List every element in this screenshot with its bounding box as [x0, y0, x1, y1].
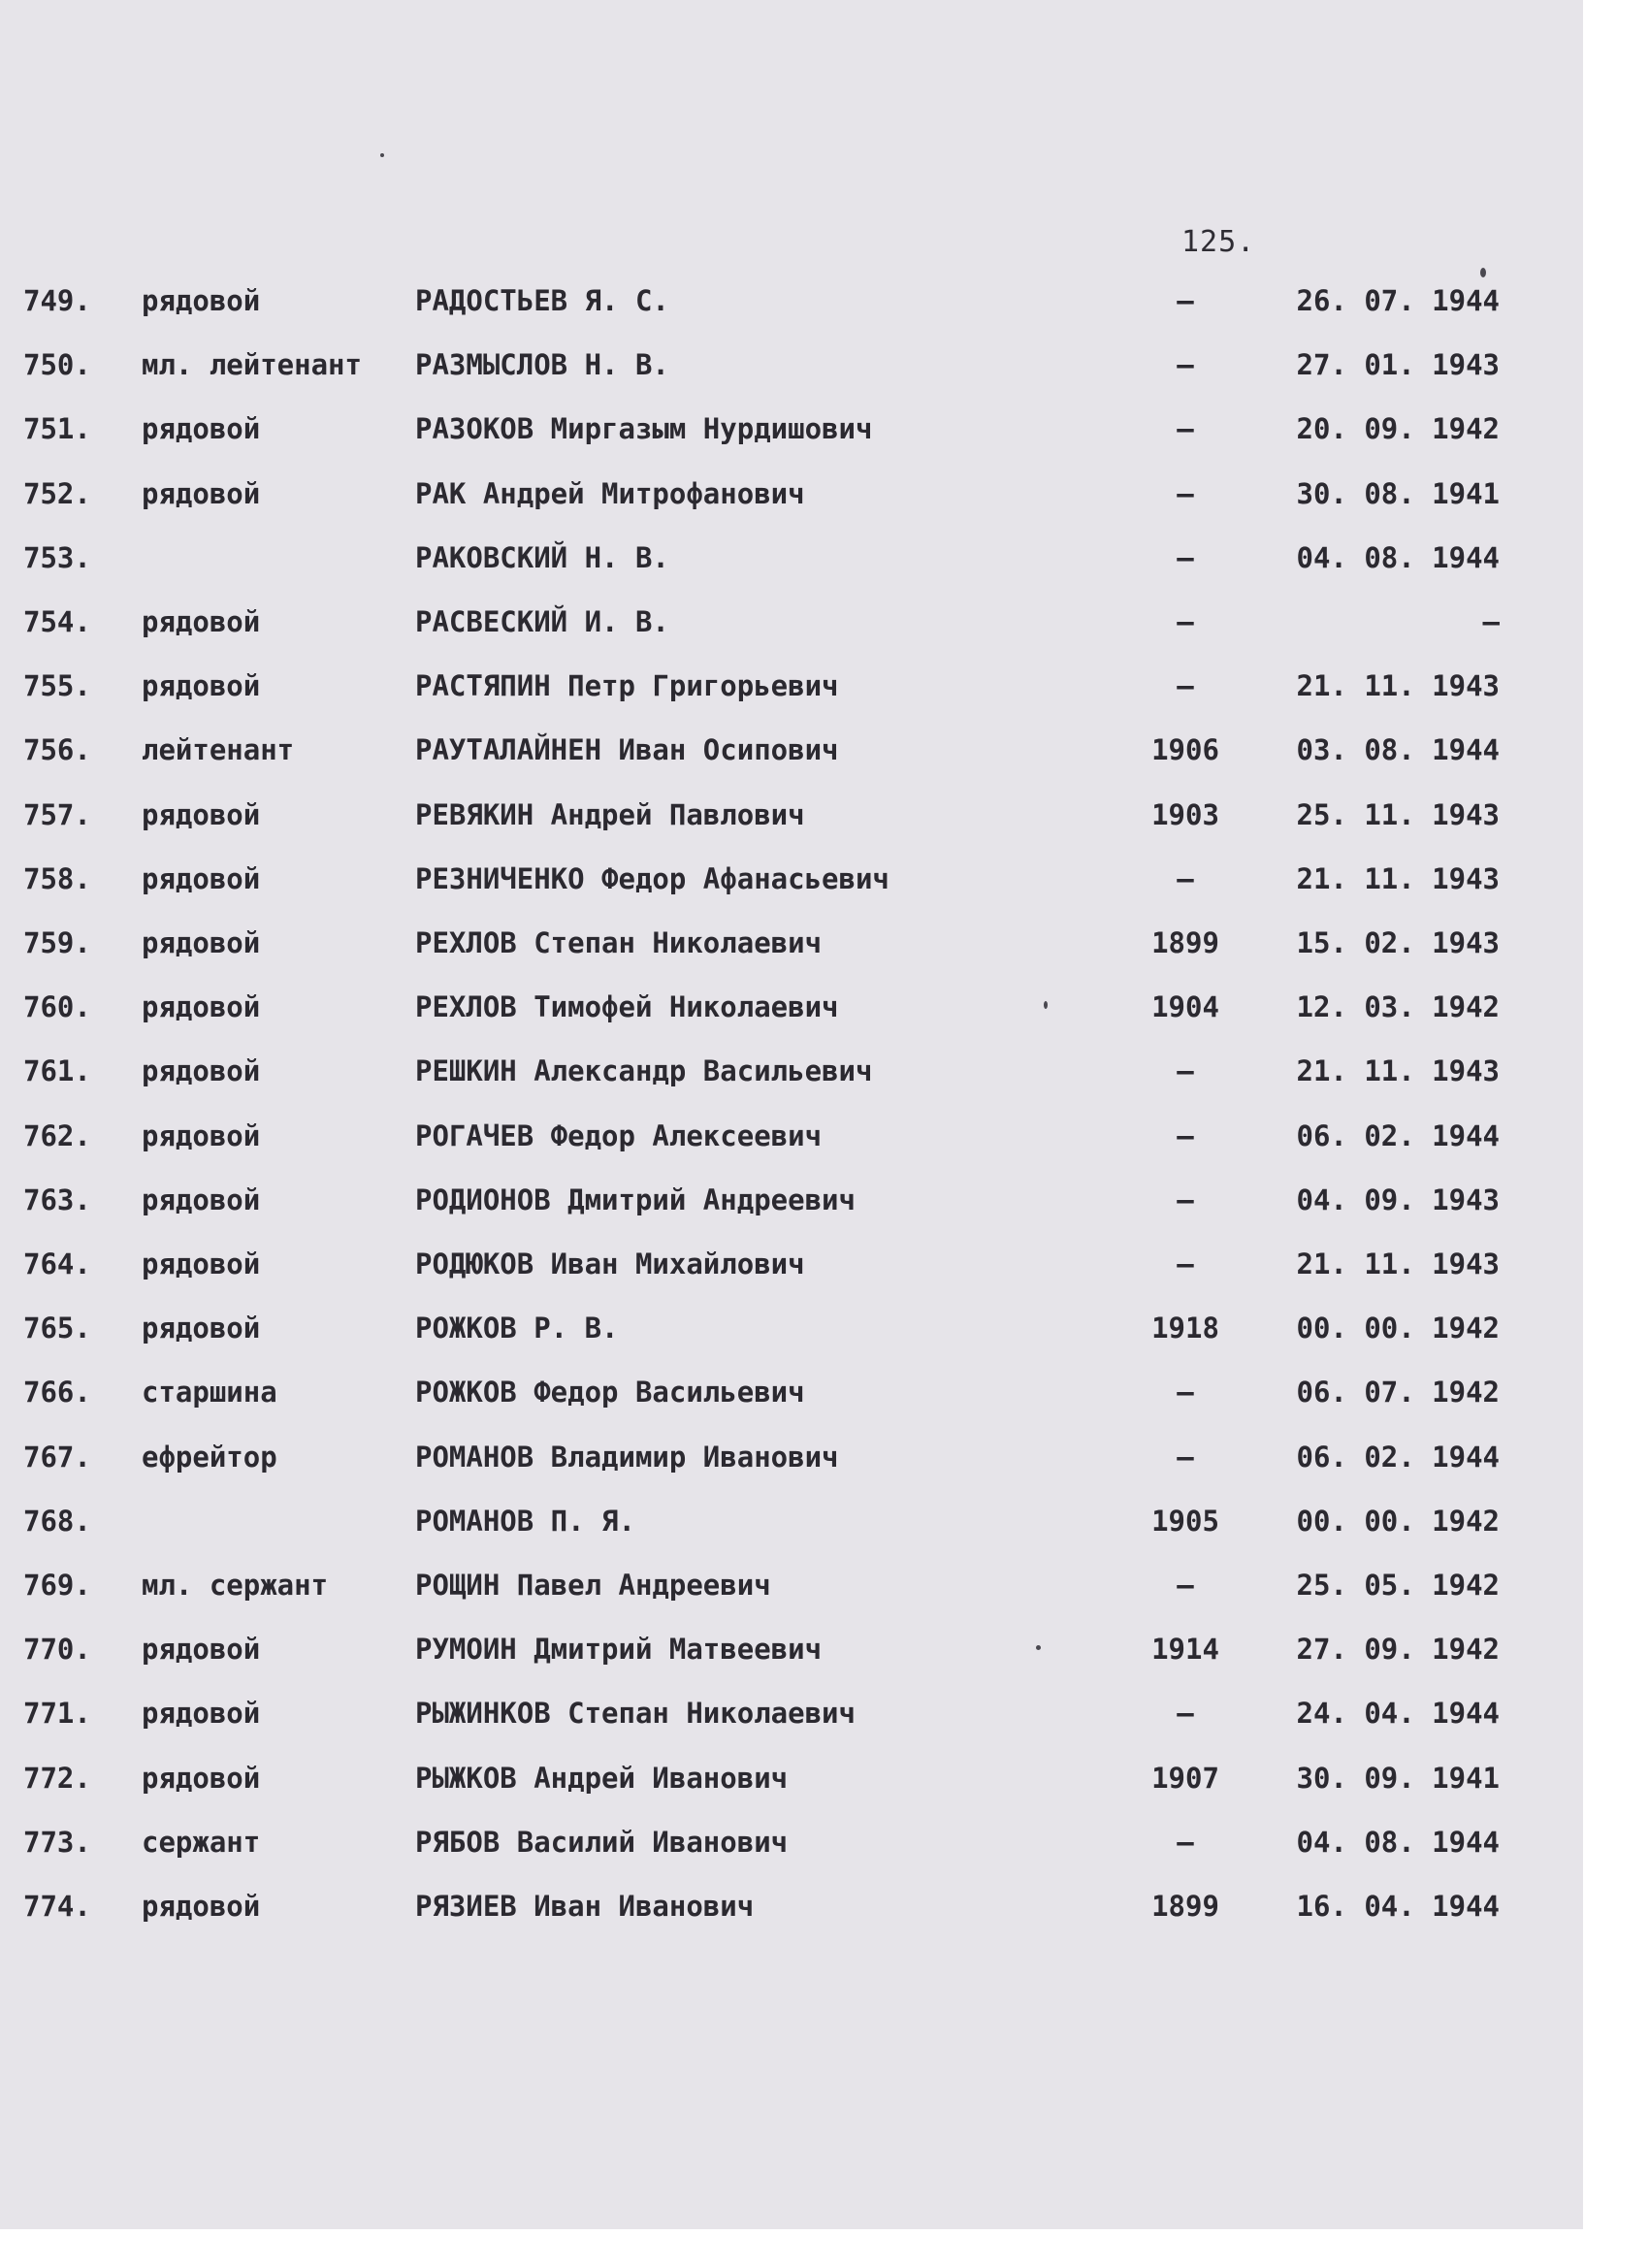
entry-number: 749.	[23, 284, 91, 317]
entry-rank: сержант	[142, 1825, 261, 1859]
entry-birth-year: 1906	[1151, 733, 1219, 767]
entry-death-date: 25. 05. 1942	[1296, 1569, 1500, 1602]
entry-birth-year: –	[1177, 1569, 1194, 1602]
entry-death-date: 27. 01. 1943	[1296, 348, 1500, 382]
entry-birth-year: –	[1177, 412, 1194, 446]
list-row	[0, 538, 1583, 577]
entry-number: 768.	[23, 1504, 91, 1538]
entry-death-date: 21. 11. 1943	[1296, 1247, 1500, 1280]
entry-number: 772.	[23, 1761, 91, 1795]
entry-death-date: 21. 11. 1943	[1296, 669, 1500, 703]
entry-rank: рядовой	[142, 669, 261, 703]
entry-death-date: 16. 04. 1944	[1296, 1890, 1500, 1923]
entry-name: РЕШКИН Александр Васильевич	[415, 1054, 873, 1088]
list-row	[0, 1759, 1583, 1798]
entry-rank: старшина	[142, 1376, 277, 1409]
entry-death-date: –	[1482, 605, 1500, 638]
entry-name: РОДЮКОВ Иван Михайлович	[415, 1247, 805, 1280]
entry-rank: рядовой	[142, 990, 261, 1024]
entry-death-date: 06. 07. 1942	[1296, 1376, 1500, 1409]
entry-number: 764.	[23, 1247, 91, 1280]
list-row	[0, 345, 1583, 384]
list-row	[0, 795, 1583, 834]
entry-rank: рядовой	[142, 1118, 261, 1152]
entry-rank: рядовой	[142, 861, 261, 895]
list-row	[0, 1438, 1583, 1476]
entry-name: РАЗМЫСЛОВ Н. В.	[415, 348, 669, 382]
entry-number: 763.	[23, 1183, 91, 1216]
entry-death-date: 27. 09. 1942	[1296, 1633, 1500, 1667]
list-row	[0, 602, 1583, 641]
entry-birth-year: 1918	[1151, 1312, 1219, 1345]
entry-name: РАДОСТЬЕВ Я. С.	[415, 284, 669, 317]
entry-death-date: 15. 02. 1943	[1296, 926, 1500, 959]
entry-death-date: 30. 09. 1941	[1296, 1761, 1500, 1795]
entry-birth-year: –	[1177, 540, 1194, 574]
entry-number: 760.	[23, 990, 91, 1024]
entry-death-date: 21. 11. 1943	[1296, 861, 1500, 895]
list-row	[0, 1630, 1583, 1669]
entry-birth-year: –	[1177, 1440, 1194, 1474]
entry-name: РАЗОКОВ Миргазым Нурдишович	[415, 412, 873, 446]
entry-name: РЕЗНИЧЕНКО Федор Афанасьевич	[415, 861, 889, 895]
entry-rank: рядовой	[142, 284, 261, 317]
entry-name: РЕХЛОВ Степан Николаевич	[415, 926, 823, 959]
entry-death-date: 24. 04. 1944	[1296, 1697, 1500, 1731]
entry-birth-year: 1899	[1151, 1890, 1219, 1923]
entry-number: 758.	[23, 861, 91, 895]
list-row	[0, 1245, 1583, 1283]
entry-birth-year: 1905	[1151, 1504, 1219, 1538]
entry-rank: рядовой	[142, 797, 261, 831]
entry-number: 770.	[23, 1633, 91, 1667]
entry-rank: рядовой	[142, 1183, 261, 1216]
entry-death-date: 06. 02. 1944	[1296, 1118, 1500, 1152]
entry-death-date: 04. 08. 1944	[1296, 540, 1500, 574]
entry-name: РОДИОНОВ Дмитрий Андреевич	[415, 1183, 856, 1216]
list-row	[0, 281, 1583, 320]
entry-death-date: 26. 07. 1944	[1296, 284, 1500, 317]
entry-name: РЕХЛОВ Тимофей Николаевич	[415, 990, 839, 1024]
entry-name: РАУТАЛАЙНЕН Иван Осипович	[415, 733, 839, 767]
entry-name: РЕВЯКИН Андрей Павлович	[415, 797, 805, 831]
entry-death-date: 00. 00. 1942	[1296, 1312, 1500, 1345]
list-row	[0, 1823, 1583, 1862]
entry-name: РУМОИН Дмитрий Матвеевич	[415, 1633, 823, 1667]
list-row	[0, 1694, 1583, 1733]
entry-name: РЫЖКОВ Андрей Иванович	[415, 1761, 789, 1795]
entry-rank: рядовой	[142, 605, 261, 638]
entry-death-date: 03. 08. 1944	[1296, 733, 1500, 767]
entry-birth-year: –	[1177, 1183, 1194, 1216]
entry-birth-year: –	[1177, 669, 1194, 703]
entry-number: 767.	[23, 1440, 91, 1474]
entry-birth-year: 1903	[1151, 797, 1219, 831]
entry-rank: лейтенант	[142, 733, 295, 767]
entry-rank: рядовой	[142, 412, 261, 446]
entry-birth-year: –	[1177, 1697, 1194, 1731]
list-row	[0, 1887, 1583, 1926]
entry-death-date: 04. 08. 1944	[1296, 1825, 1500, 1859]
entry-name: РАСВЕСКИЙ И. В.	[415, 605, 669, 638]
entry-number: 750.	[23, 348, 91, 382]
entry-name: РОМАНОВ Владимир Иванович	[415, 1440, 839, 1474]
scan-speck	[1036, 1645, 1041, 1650]
entry-number: 774.	[23, 1890, 91, 1923]
scan-speck	[1044, 1001, 1048, 1009]
entry-number: 751.	[23, 412, 91, 446]
entry-number: 766.	[23, 1376, 91, 1409]
list-row	[0, 409, 1583, 448]
entry-rank: мл. лейтенант	[142, 348, 362, 382]
entry-number: 753.	[23, 540, 91, 574]
entry-number: 754.	[23, 605, 91, 638]
entry-rank: рядовой	[142, 1247, 261, 1280]
entry-name: РЫЖИНКОВ Степан Николаевич	[415, 1697, 856, 1731]
entry-number: 773.	[23, 1825, 91, 1859]
entry-rank: рядовой	[142, 926, 261, 959]
entry-name: РАСТЯПИН Петр Григорьевич	[415, 669, 839, 703]
entry-name: РОЖКОВ Р. В.	[415, 1312, 619, 1345]
entry-birth-year: –	[1177, 348, 1194, 382]
entry-name: РОГАЧЕВ Федор Алексеевич	[415, 1118, 823, 1152]
list-row	[0, 666, 1583, 705]
entry-birth-year: –	[1177, 1825, 1194, 1859]
list-row	[0, 859, 1583, 898]
entry-rank: мл. сержант	[142, 1569, 329, 1602]
list-row	[0, 1566, 1583, 1604]
list-row	[0, 1309, 1583, 1347]
entry-death-date: 04. 09. 1943	[1296, 1183, 1500, 1216]
entry-number: 755.	[23, 669, 91, 703]
entry-number: 756.	[23, 733, 91, 767]
entry-name: РОЖКОВ Федор Васильевич	[415, 1376, 805, 1409]
entry-number: 771.	[23, 1697, 91, 1731]
entry-birth-year: –	[1177, 1376, 1194, 1409]
entry-number: 757.	[23, 797, 91, 831]
scan-speck	[1480, 268, 1486, 277]
entry-number: 762.	[23, 1118, 91, 1152]
list-row	[0, 1502, 1583, 1540]
entry-birth-year: –	[1177, 861, 1194, 895]
entry-death-date: 12. 03. 1942	[1296, 990, 1500, 1024]
list-row	[0, 1052, 1583, 1090]
list-row	[0, 474, 1583, 513]
entry-death-date: 20. 09. 1942	[1296, 412, 1500, 446]
entry-birth-year: 1907	[1151, 1761, 1219, 1795]
entry-birth-year: –	[1177, 1054, 1194, 1088]
entry-name: РАКОВСКИЙ Н. В.	[415, 540, 669, 574]
entry-rank: рядовой	[142, 1890, 261, 1923]
entry-birth-year: 1914	[1151, 1633, 1219, 1667]
entry-death-date: 06. 02. 1944	[1296, 1440, 1500, 1474]
entry-rank: рядовой	[142, 1633, 261, 1667]
list-row	[0, 1181, 1583, 1219]
entry-rank: рядовой	[142, 1054, 261, 1088]
entry-number: 752.	[23, 476, 91, 510]
entry-name: РОМАНОВ П. Я.	[415, 1504, 635, 1538]
list-row	[0, 730, 1583, 769]
entry-death-date: 00. 00. 1942	[1296, 1504, 1500, 1538]
entry-rank: рядовой	[142, 1761, 261, 1795]
page-number: 125.	[1181, 225, 1256, 259]
entry-number: 765.	[23, 1312, 91, 1345]
list-row	[0, 923, 1583, 962]
entry-name: РЯЗИЕВ Иван Иванович	[415, 1890, 755, 1923]
entry-number: 769.	[23, 1569, 91, 1602]
entry-number: 761.	[23, 1054, 91, 1088]
entry-rank: рядовой	[142, 476, 261, 510]
entry-birth-year: 1904	[1151, 990, 1219, 1024]
entry-number: 759.	[23, 926, 91, 959]
list-row	[0, 988, 1583, 1026]
entry-birth-year: –	[1177, 1118, 1194, 1152]
entry-birth-year: –	[1177, 284, 1194, 317]
entry-death-date: 21. 11. 1943	[1296, 1054, 1500, 1088]
entry-birth-year: 1899	[1151, 926, 1219, 959]
list-row	[0, 1373, 1583, 1411]
entry-rank: рядовой	[142, 1312, 261, 1345]
entry-name: РЯБОВ Василий Иванович	[415, 1825, 789, 1859]
entry-birth-year: –	[1177, 605, 1194, 638]
scan-speck	[380, 153, 384, 157]
entry-birth-year: –	[1177, 1247, 1194, 1280]
entry-death-date: 25. 11. 1943	[1296, 797, 1500, 831]
entry-name: РАК Андрей Митрофанович	[415, 476, 805, 510]
entry-rank: рядовой	[142, 1697, 261, 1731]
list-row	[0, 1117, 1583, 1155]
entry-death-date: 30. 08. 1941	[1296, 476, 1500, 510]
entry-name: РОЩИН Павел Андреевич	[415, 1569, 771, 1602]
entry-rank: ефрейтор	[142, 1440, 277, 1474]
entry-birth-year: –	[1177, 476, 1194, 510]
